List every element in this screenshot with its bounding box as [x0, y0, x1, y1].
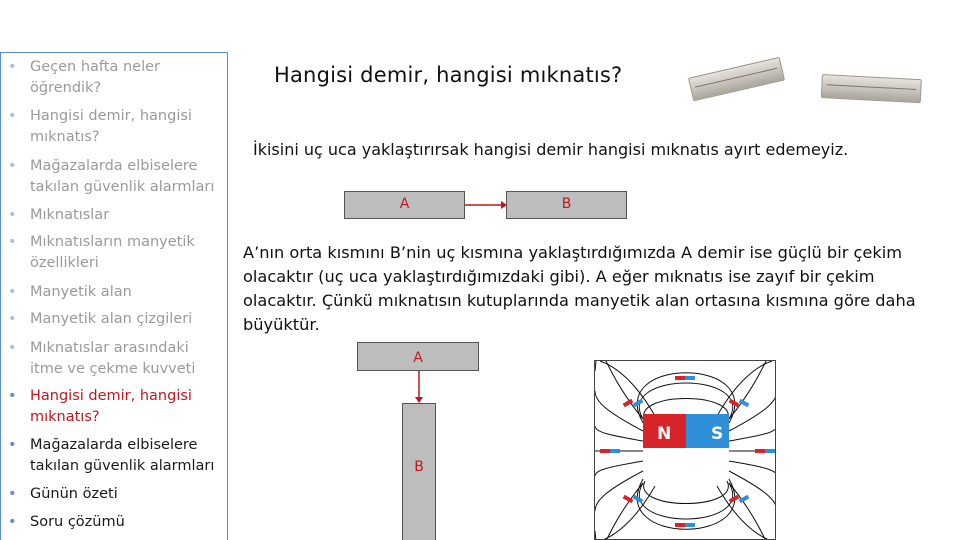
- bullet-icon: •: [8, 340, 17, 356]
- bullet-icon: •: [8, 284, 17, 300]
- sidebar-item-label: Geçen hafta neler öğrendik?: [30, 59, 160, 96]
- sidebar-item-iron-or-magnet[interactable]: [10, 106, 220, 148]
- page-title: Hangisi demir, hangisi mıknatıs?: [274, 63, 623, 87]
- field-lines-illustration: [595, 361, 776, 540]
- sidebar-item-label: Manyetik alan: [30, 284, 132, 300]
- box-a-horizontal: [344, 191, 465, 219]
- bullet-icon: •: [8, 311, 17, 327]
- arrow-right-icon: [465, 198, 507, 212]
- box-b-horizontal: [506, 191, 627, 219]
- arrow-down-icon: [412, 371, 426, 403]
- box-a-vertical: [357, 342, 479, 371]
- south-label: S: [711, 424, 724, 444]
- sidebar-item-label: Manyetik alan çizgileri: [30, 311, 193, 327]
- bullet-icon: •: [8, 158, 17, 174]
- bullet-icon: •: [8, 207, 17, 223]
- bullet-icon: •: [8, 108, 17, 124]
- bullet-icon: •: [8, 437, 17, 453]
- box-b-label: B: [414, 459, 424, 475]
- north-label: N: [657, 424, 672, 444]
- sidebar-item-label: Mıknatısların manyetik özellikleri: [30, 234, 195, 271]
- sidebar-item-label: Mıknatıslar arasındaki itme ve çekme kuvveti: [30, 340, 196, 377]
- sidebar-item-label: Mağazalarda elbiselere takılan güvenlik alarmları: [30, 437, 215, 474]
- bullet-icon: •: [8, 59, 17, 75]
- sidebar-item-magnetic-field[interactable]: [10, 282, 220, 303]
- sidebar-item-magnetic-properties[interactable]: [10, 232, 220, 274]
- bullet-icon: •: [8, 234, 17, 250]
- explanation-paragraph: A’nın orta kısmını B’nin uç kısmına yaklaştırdığımızda A demir ise güçlü bir çekim olacaktır (uç uca yaklaştırdığımızdaki gibi). A eğer mıknatıs ise zayıf bir çekim olacaktır. Çünkü mıknatısın kutuplarında manyetik alan ortasına kısmına göre daha büyüktür.: [243, 243, 916, 334]
- bullet-icon: •: [8, 514, 17, 530]
- sidebar-item-summary[interactable]: [10, 484, 220, 505]
- box-b-label: B: [561, 196, 572, 212]
- sidebar-item-prev-week[interactable]: [10, 57, 220, 99]
- box-a-label: A: [413, 350, 423, 366]
- intro-text: İkisini uç uca yaklaştırırsak hangisi demir hangisi mıknatıs ayırt edemeyiz.: [253, 140, 849, 159]
- sidebar-item-iron-or-magnet-active[interactable]: [10, 386, 220, 428]
- sidebar-item-label: Hangisi demir, hangisi mıknatıs?: [30, 108, 192, 145]
- box-b-vertical: [402, 403, 436, 540]
- sidebar-item-field-lines[interactable]: [10, 309, 220, 330]
- sidebar-item-label: Mağazalarda elbiselere takılan güvenlik alarmları: [30, 158, 215, 195]
- sidebar-item-magnets[interactable]: [10, 205, 220, 226]
- metal-bar-image-left: [688, 57, 785, 102]
- metal-bar-image-right: [821, 74, 922, 103]
- sidebar-item-security-alarms-next[interactable]: [10, 435, 220, 477]
- sidebar-item-label: Mıknatıslar: [30, 207, 110, 223]
- box-a-label: A: [399, 196, 410, 212]
- sidebar-item-label: Soru çözümü: [30, 514, 125, 530]
- sidebar-item-security-alarms[interactable]: [10, 156, 220, 198]
- sidebar-item-question-solving[interactable]: [10, 512, 220, 533]
- magnetic-field-image: [594, 360, 776, 540]
- sidebar-item-label: Hangisi demir, hangisi mıknatıs?: [30, 388, 192, 425]
- bullet-icon: •: [8, 388, 17, 404]
- sidebar-item-label: Günün özeti: [30, 486, 118, 502]
- bullet-icon: •: [8, 486, 17, 502]
- sidebar-item-push-pull[interactable]: [10, 338, 220, 380]
